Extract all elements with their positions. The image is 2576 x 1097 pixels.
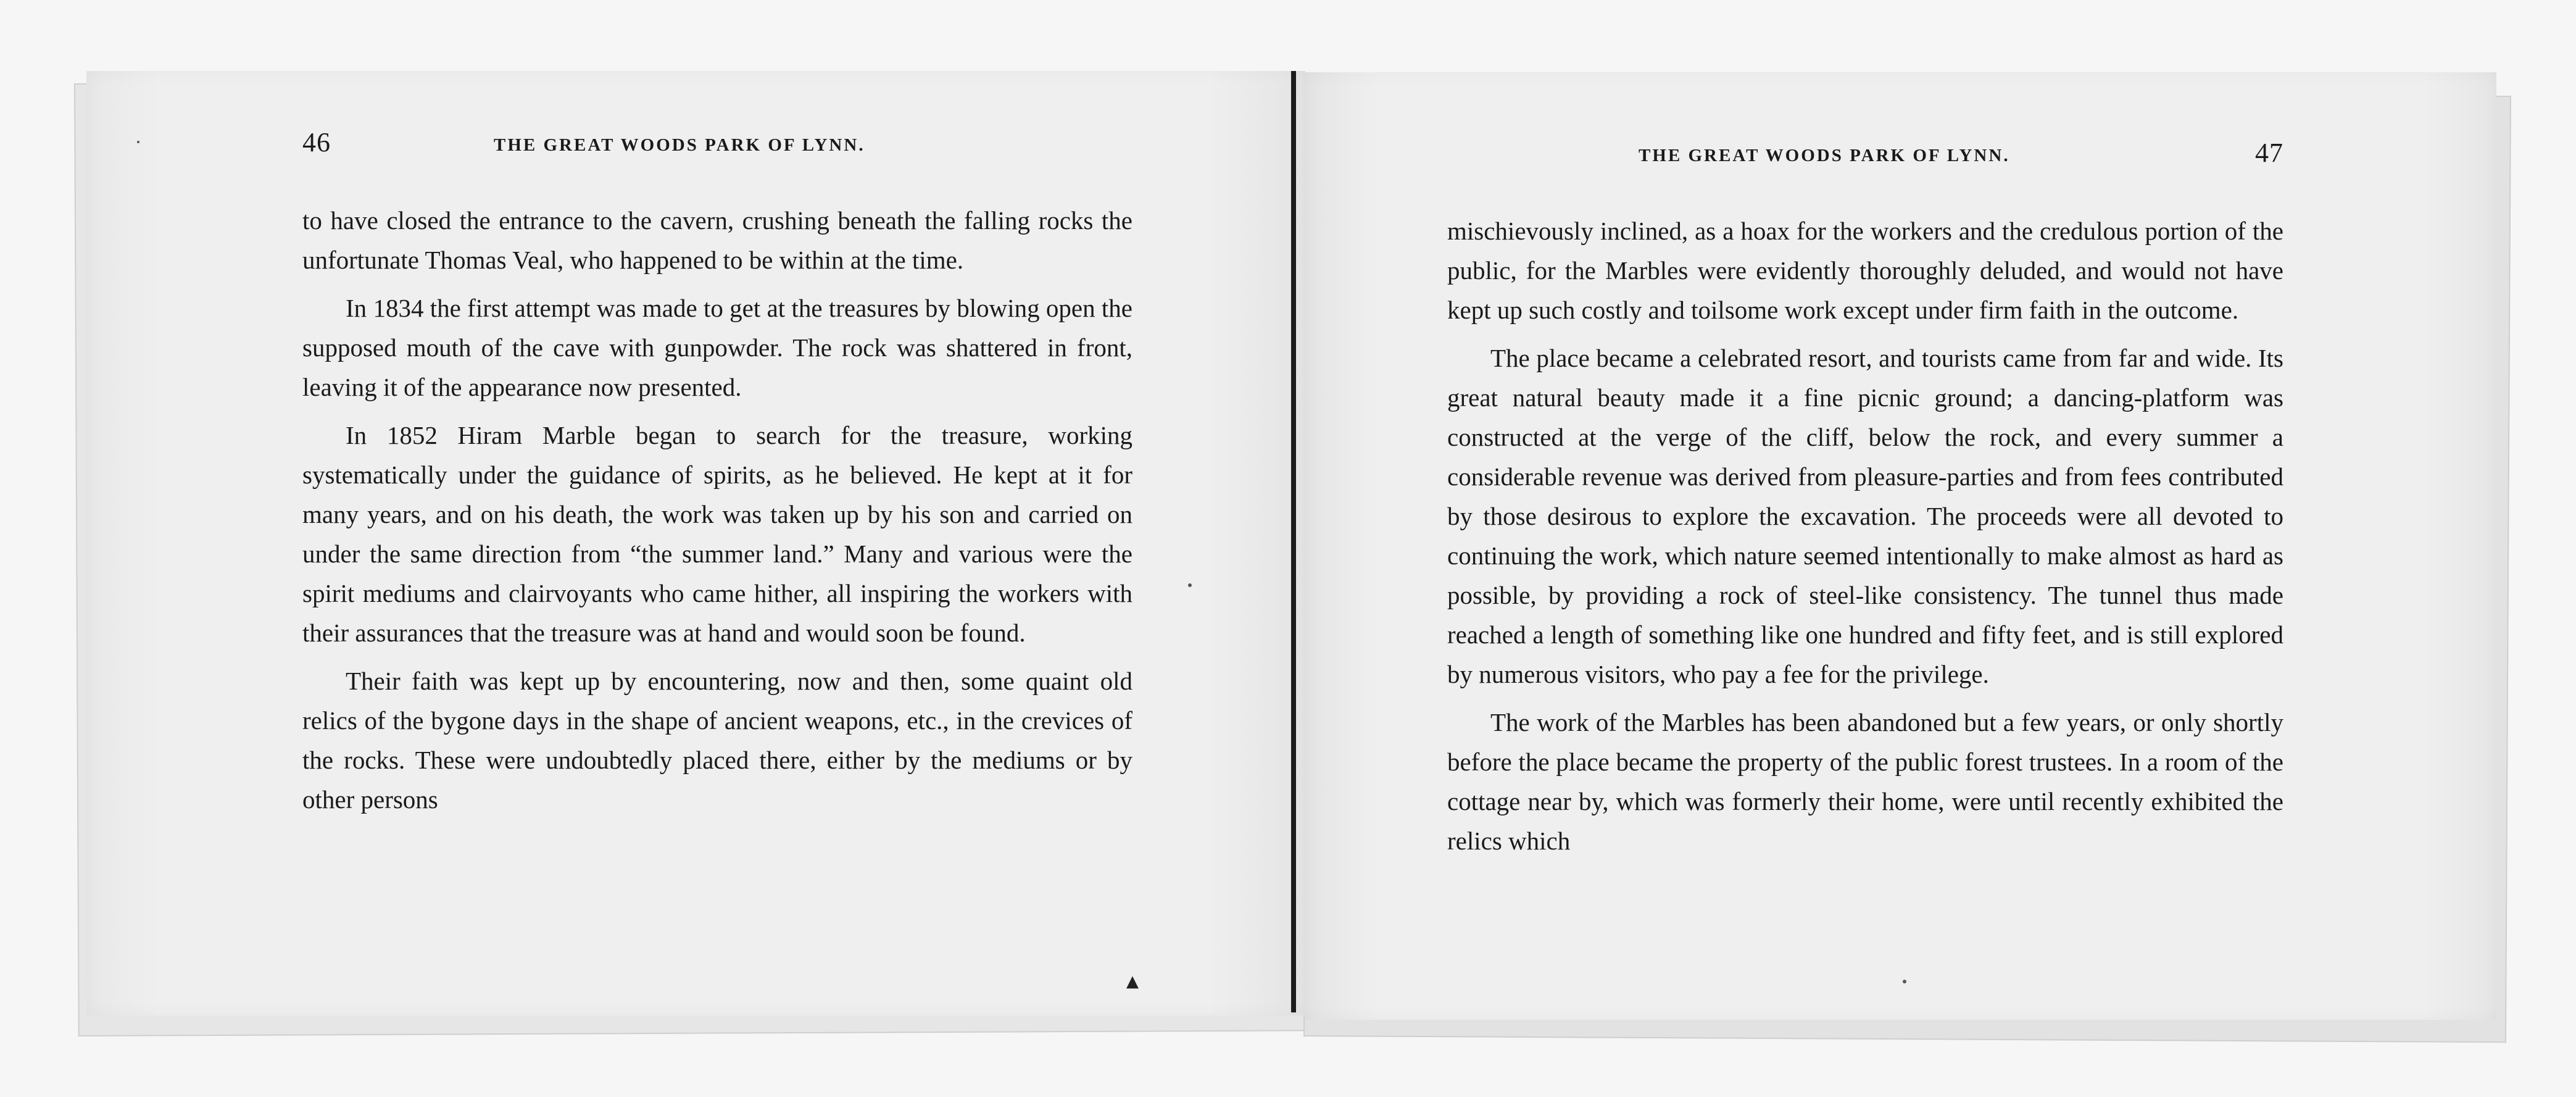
left-page-content xyxy=(302,127,1132,819)
book-gutter xyxy=(1291,71,1296,1012)
dust-speck-icon xyxy=(1188,583,1192,587)
right-page-content xyxy=(1447,137,2283,861)
page-number: 47 xyxy=(2255,138,2283,168)
open-book xyxy=(74,65,2499,1028)
right-running-head xyxy=(1447,137,2283,174)
paragraph: In 1834 the first attempt was made to get at the treasures by blowing open the supposed mouth of the cave with gunpowder. The rock was shattered in front, leaving it of the appearance now presented. xyxy=(302,294,1132,401)
right-page xyxy=(1305,72,2496,1020)
ink-mark-icon: ▲ xyxy=(1126,972,1139,991)
running-title: THE GREAT WOODS PARK OF LYNN. xyxy=(1639,146,2010,165)
left-body-text xyxy=(302,201,1132,819)
dust-speck-icon xyxy=(137,141,139,143)
paragraph: to have closed the entrance to the cavern, crushing beneath the falling rocks the unfortunate Thomas Veal, who happened to be within at the time. xyxy=(302,206,1132,274)
running-title: THE GREAT WOODS PARK OF LYNN. xyxy=(494,135,865,155)
paragraph: mischievously inclined, as a hoax for the workers and the credulous portion of the public, for the Marbles were evidently thoroughly deluded, and would not have kept up such costly and toilsome work except under firm faith in the outcome. xyxy=(1447,217,2283,324)
left-page xyxy=(86,71,1305,1016)
paragraph: Their faith was kept up by encountering, now and then, some quaint old relics of the bygone days in the shape of ancient weapons, etc., in the crevices of the rocks. These were undoubtedly placed there, either by the mediums or by other persons xyxy=(302,667,1132,814)
paragraph: In 1852 Hiram Marble began to search for the treasure, working systematically under the guidance of spirits, as he believed. He kept at it for many years, and on his death, the work was taken up by his son and carried on under the same direction from “the summer land.” Many and various were the spirit mediums and clairvoyants who came hither, all inspiring the workers with their assurances that the treasure was at hand and would soon be found. xyxy=(302,421,1132,647)
paragraph: The place became a celebrated resort, and tourists came from far and wide. Its great natural beauty made it a fine picnic ground; a dancing-platform was constructed at the verge of the cliff, below the rock, and every summer a considerable revenue was derived from pleasure-parties and from fees contributed by those desirous to explore the excavation. The proceeds were all devoted to continuing the work, which nature seemed intentionally to make almost as hard as possible, by providing a rock of steel-like consistency. The tunnel thus made reached a length of something like one hundred and fifty feet, and is still explored by numerous visitors, who pay a fee for the privilege. xyxy=(1447,344,2283,688)
dust-speck-icon xyxy=(1903,980,1906,983)
paragraph: The work of the Marbles has been abandoned but a few years, or only shortly before the place became the property of the public forest trustees. In a room of the cottage near by, which was formerly their home, were until recently exhibited the relics which xyxy=(1447,708,2283,855)
page-number: 46 xyxy=(302,127,331,157)
right-body-text xyxy=(1447,211,2283,861)
left-running-head xyxy=(302,127,1132,164)
